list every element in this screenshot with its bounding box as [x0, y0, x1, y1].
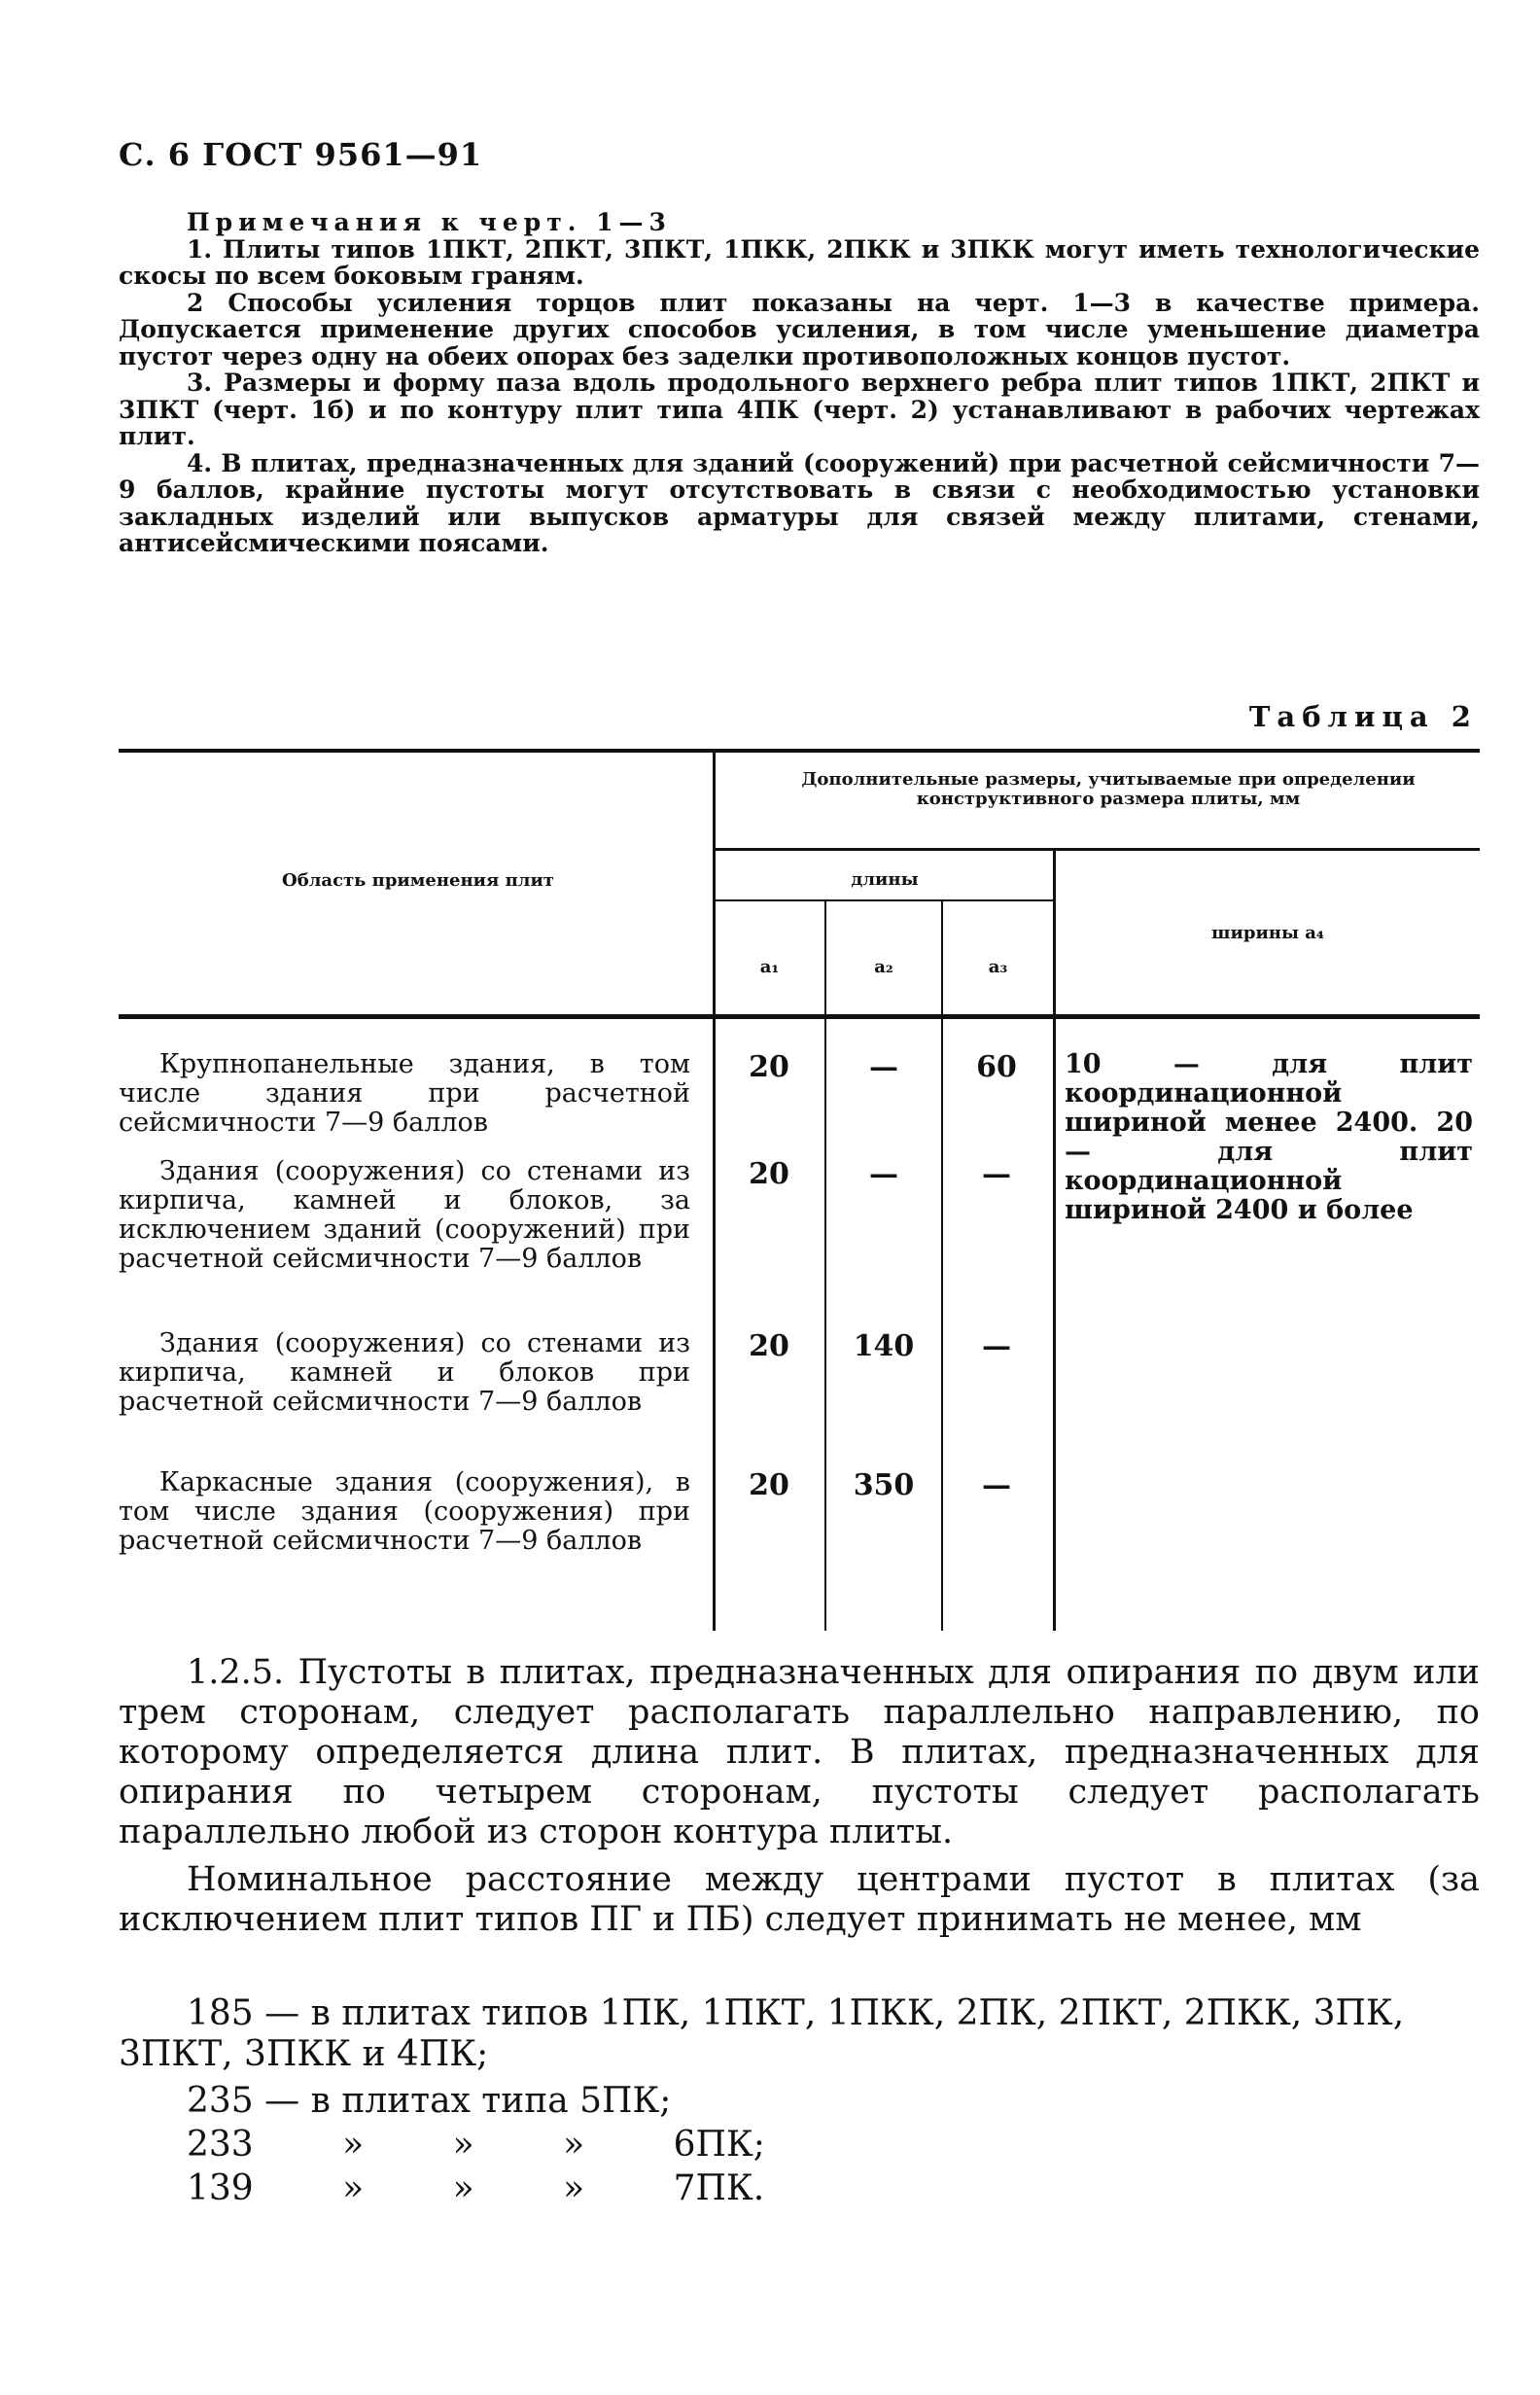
- notes-block: [119, 209, 1480, 557]
- cell-a2: —: [869, 1050, 898, 1084]
- table-row-area: Каркасные здания (сооружения), в том числе здания (сооружения) при расчетной сейсмичности 7—9 баллов: [119, 1467, 690, 1556]
- header-width: ширины a₄: [1211, 923, 1324, 943]
- header-a3: a₃: [988, 957, 1008, 977]
- pitch-line: [187, 2081, 671, 2122]
- pitch-value: 235: [187, 2081, 254, 2121]
- pitch-text: » » » 7ПК.: [342, 2168, 765, 2208]
- pitch-text: » » » 6ПК;: [342, 2125, 765, 2165]
- cell-a1: 20: [749, 1050, 789, 1084]
- table-header-rule: [119, 1014, 1480, 1019]
- cell-a1: 20: [749, 1329, 789, 1363]
- note-item: 3. Размеры и форму паза вдоль продольного верхнего ребра плит типов 1ПКТ, 2ПКТ и 3ПКТ (черт. 1б) и по контуру плит типа 4ПК (черт. 2) устанавливают в рабочих чертежах плит.: [119, 369, 1480, 450]
- cell-a1: 20: [749, 1157, 789, 1191]
- table-title: Таблица 2: [1248, 700, 1478, 733]
- note-item: 4. В плитах, предназначенных для зданий (сооружений) при расчетной сейсмичности 7—9 баллов, крайние пустоты могут отсутствовать в связи с необходимостью установки закладных изделий или выпусков арматуры для связей между плитами, стенами, антисейсмическими поясами.: [119, 448, 1480, 557]
- pitch-line: [119, 1993, 1480, 2075]
- pitch-value: 233: [187, 2125, 254, 2165]
- page-header: С. 6 ГОСТ 9561—91: [119, 136, 483, 173]
- cell-a3: —: [982, 1468, 1011, 1502]
- pitch-line: [187, 2125, 765, 2166]
- pitch-line: [187, 2168, 764, 2209]
- notes-title: Примечания к черт. 1—3: [187, 208, 672, 236]
- header-a1: a₁: [759, 957, 780, 977]
- table-vline-a2: [941, 901, 943, 1631]
- table-row-area: Здания (сооружения) со стенами из кирпича, камней и блоков при расчетной сейсмичности 7—9 баллов: [119, 1328, 690, 1417]
- table-top-rule: [119, 749, 1480, 753]
- table-hline-lengths: [715, 899, 1055, 901]
- pitch-text: — в плитах типов 1ПК, 1ПКТ, 1ПКК, 2ПК, 2ПКТ, 2ПКК, 3ПК, 3ПКТ, 3ПКК и 4ПК;: [119, 1993, 1405, 2074]
- pitch-value: 139: [187, 2168, 254, 2208]
- paragraph: Номинальное расстояние между центрами пустот в плитах (за исключением плит типов ПГ и ПБ) следует принимать не менее, мм: [119, 1860, 1480, 1939]
- cell-a2: 140: [853, 1329, 915, 1363]
- header-lengths: длины: [851, 869, 919, 890]
- cell-a3: —: [982, 1329, 1011, 1363]
- note-item: 2 Способы усиления торцов плит показаны на черт. 1—3 в качестве примера. Допускается применение других способов усиления, в том числе уменьшение диаметра пустот через одну на обеих опорах без заделки противоположных концов пустот.: [119, 288, 1480, 370]
- cell-width-note: 10 — для плит координационной шириной менее 2400. 20 — для плит координационной шириной 2400 и более: [1065, 1049, 1473, 1225]
- cell-a2: —: [869, 1157, 898, 1191]
- header-area: Область применения плит: [282, 870, 554, 891]
- table-hline-dims: [715, 848, 1480, 851]
- table-row-area: Крупнопанельные здания, в том числе здания при расчетной сейсмичности 7—9 баллов: [119, 1049, 690, 1138]
- header-dims: Дополнительные размеры, учитываемые при определении конструктивного размера плиты, мм: [801, 769, 1416, 809]
- pitch-text: — в плитах типа 5ПК;: [264, 2081, 672, 2121]
- table-vline-a1: [824, 901, 826, 1631]
- cell-a2: 350: [853, 1468, 915, 1502]
- paragraph: 1.2.5. Пустоты в плитах, предназначенных для опирания по двум или трем сторонам, следует располагать параллельно направлению, по которому определяется длина плит. В плитах, предназначенных для опирания по четырем сторонам, пустоты следует располагать параллельно любой из сторон контура плиты.: [119, 1653, 1480, 1851]
- header-a2: a₂: [874, 957, 893, 977]
- cell-a3: 60: [976, 1050, 1017, 1084]
- body-text: [119, 1653, 1480, 1948]
- cell-a1: 20: [749, 1468, 789, 1502]
- pitch-value: 185: [187, 1993, 254, 2033]
- cell-a3: —: [982, 1157, 1011, 1191]
- note-item: 1. Плиты типов 1ПКТ, 2ПКТ, 3ПКТ, 1ПКК, 2ПКК и 3ПКК могут иметь технологические скосы по всем боковым граням.: [119, 234, 1480, 290]
- table-row-area: Здания (сооружения) со стенами из кирпича, камней и блоков, за исключением зданий (сооружений) при расчетной сейсмичности 7—9 баллов: [119, 1156, 690, 1274]
- table-vline-a3: [1053, 851, 1056, 1631]
